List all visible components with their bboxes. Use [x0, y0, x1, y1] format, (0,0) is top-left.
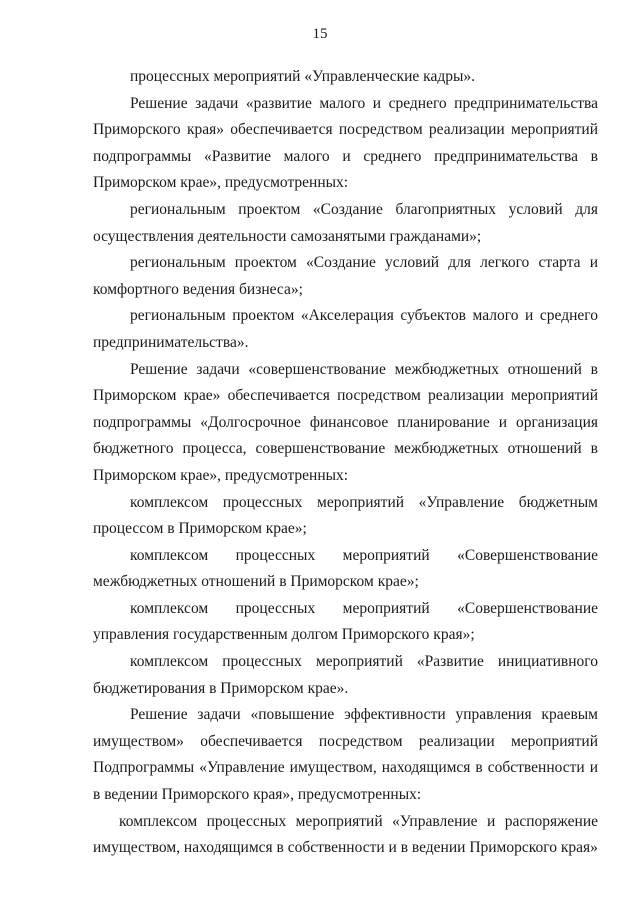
- paragraph-6: Решение задачи «совершенствование межбюджетных отношений в Приморском крае» обеспечивается посредством реализации мероприятий подпрограммы «Долгосрочное финансовое планирование и организация бюджетного процесса, совершенствование межбюджетных отношений в Приморском крае», предусмотренных:: [93, 360, 598, 484]
- paragraph-3: региональным проектом «Создание благоприятных условий для осуществления деятельности самозанятыми гражданами»;: [93, 200, 598, 245]
- paragraph-7: комплексом процессных мероприятий «Управление бюджетным процессом в Приморском крае»;: [93, 493, 598, 538]
- paragraph-8: комплексом процессных мероприятий «Совершенствование межбюджетных отношений в Приморском крае»;: [93, 546, 598, 591]
- paragraph-10: комплексом процессных мероприятий «Развитие инициативного бюджетирования в Приморском крае».: [93, 653, 598, 697]
- paragraph-9: комплексом процессных мероприятий «Совершенствование управления государственным долгом Приморского края»;: [93, 599, 598, 644]
- paragraph-2: Решение задачи «развитие малого и среднего предпринимательства Приморского края» обеспечивается посредством реализации мероприятий подпрограммы «Развитие малого и среднего предпринимательства в Приморском крае», предусмотренных:: [93, 94, 598, 192]
- page-number: 15: [312, 26, 328, 42]
- paragraph-12: комплексом процессных мероприятий «Управление и распоряжение имуществом, находящимся в собственности и в ведении Приморского края»: [93, 812, 598, 857]
- paragraph-5: региональным проектом «Акселерация субъектов малого и среднего предпринимательства».: [93, 307, 598, 351]
- paragraph-1: процессных мероприятий «Управленческие кадры».: [130, 68, 476, 85]
- document-body: [93, 64, 598, 862]
- paragraph-11: Решение задачи «повышение эффективности управления краевым имуществом» обеспечивается посредством реализации мероприятий Подпрограммы «Управление имуществом, находящимся в собственности и в ведении Приморского края», предусмотренных:: [93, 706, 598, 804]
- paragraph-4: региональным проектом «Создание условий для легкого старта и комфортного ведения бизнеса»;: [93, 254, 598, 298]
